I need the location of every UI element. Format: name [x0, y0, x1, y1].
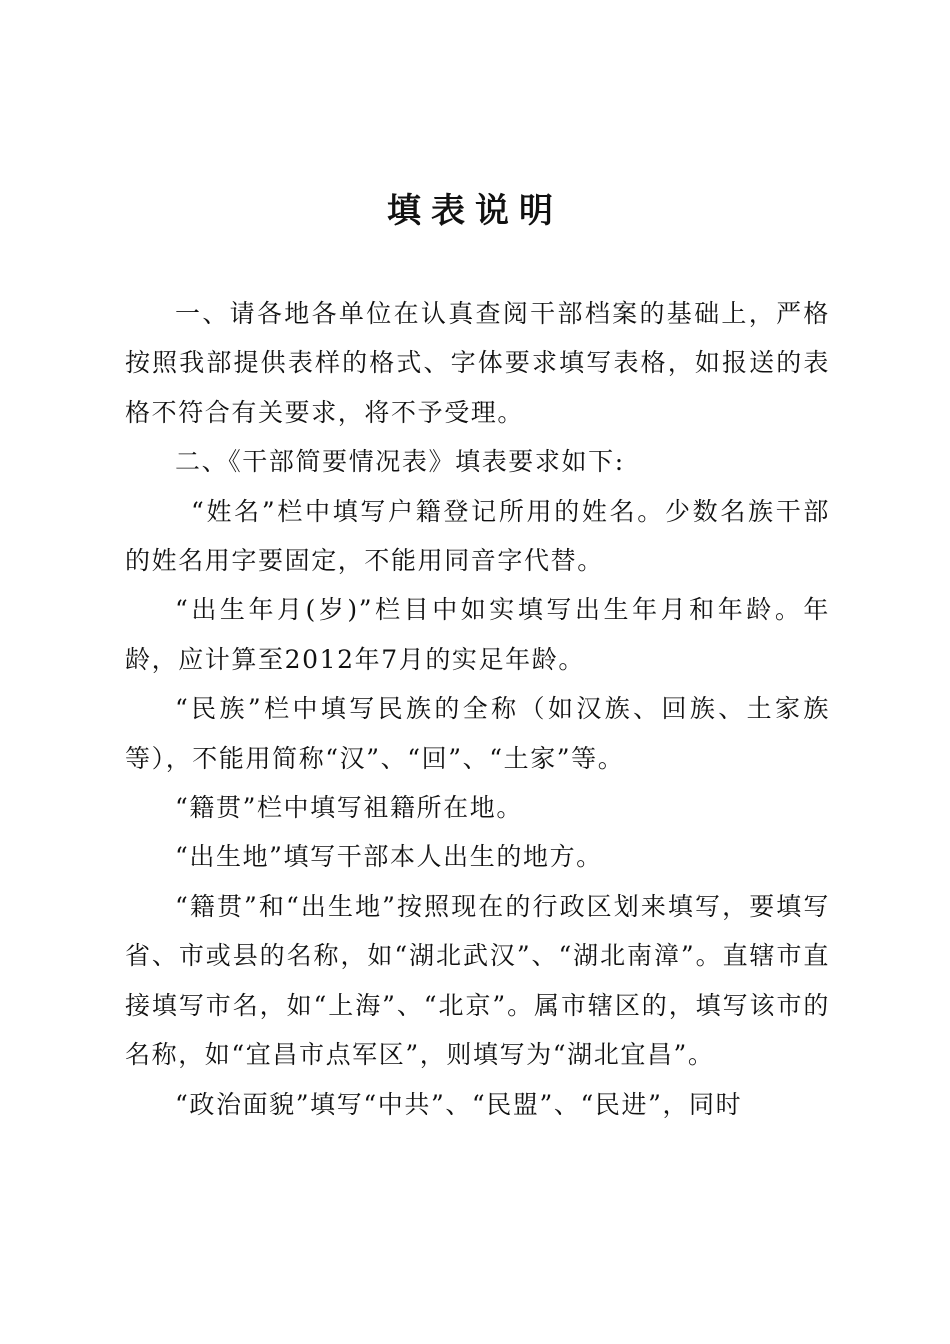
paragraph-ethnicity-field: “民族”栏中填写民族的全称（如汉族、回族、土家族等），不能用简称“汉”、“回”、“土家”等。	[125, 694, 830, 773]
paragraph-birth-date-field: “出生年月(岁)”栏目中如实填写出生年月和年龄。年龄，应计算至2012年7月的实足年龄。	[125, 595, 830, 674]
paragraph-region-naming-rules: “籍贯”和“出生地”按照现在的行政区划来填写，要填写省、市或县的名称，如“湖北武汉”、“湖北南漳”。直辖市直接填写市名，如“上海”、“北京”。属市辖区的，填写该市的名称，如“宜昌市点军区”，则填写为“湖北宜昌”。	[125, 891, 830, 1070]
paragraph-political-status-field: “政治面貌”填写“中共”、“民盟”、“民进”，同时	[175, 1089, 743, 1119]
document-body	[125, 289, 830, 1129]
paragraph-general-requirements: 一、请各地各单位在认真查阅干部档案的基础上，严格按照我部提供表样的格式、字体要求填写表格，如报送的表格不符合有关要求，将不予受理。	[125, 299, 830, 427]
document-title: 填表说明	[387, 191, 563, 231]
paragraph-birthplace-field: “出生地”填写干部本人出生的地方。	[175, 842, 603, 872]
paragraph-form-requirements-heading: 二、《干部简要情况表》填表要求如下:	[175, 447, 625, 477]
paragraph-native-place-field: “籍贯”栏中填写祖籍所在地。	[175, 793, 523, 823]
paragraph-name-field: “姓名”栏中填写户籍登记所用的姓名。少数名族干部的姓名用字要固定，不能用同音字代替。	[125, 496, 830, 576]
